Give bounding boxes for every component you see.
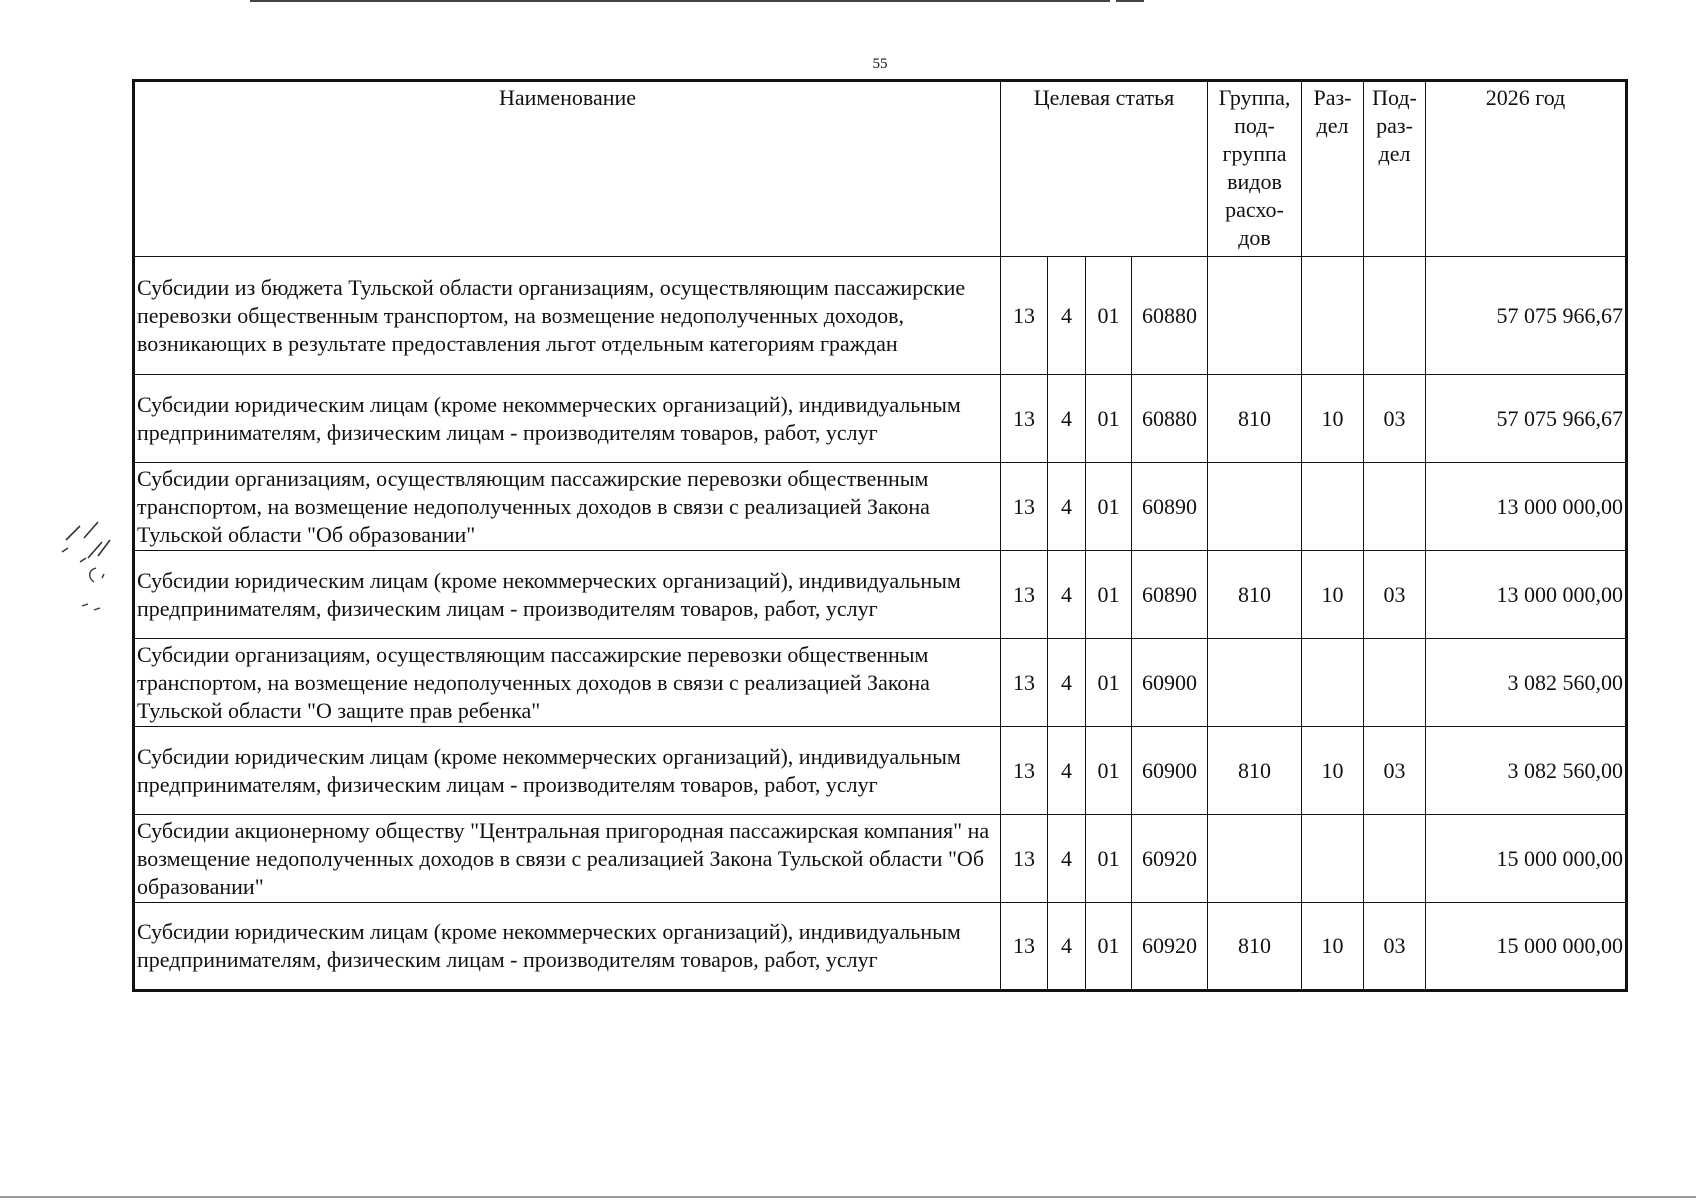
row-code-type: 4: [1048, 375, 1086, 463]
row-expense-group: 810: [1208, 375, 1302, 463]
row-name: Субсидии из бюджета Тульской области организациям, осуществляющим пассажирские перевозки общественным транспортом, на возмещение недополученных доходов, возникающих в результате предоставления льгот отдельным категориям граждан: [134, 257, 1001, 375]
row-code-subprogram: 01: [1086, 463, 1132, 551]
table-row: [134, 375, 1627, 463]
table-row: [134, 551, 1627, 639]
row-section: 10: [1302, 727, 1364, 815]
row-code-program: 13: [1001, 257, 1048, 375]
row-code-subprogram: 01: [1086, 727, 1132, 815]
table-row: [134, 257, 1627, 375]
row-code-type: 4: [1048, 639, 1086, 727]
row-name: Субсидии акционерному обществу "Центральная пригородная пассажирская компания" на возмещение недополученных доходов в связи с реализацией Закона Тульской области "Об образовании": [134, 815, 1001, 903]
row-code-direction: 60890: [1132, 551, 1208, 639]
row-code-direction: 60900: [1132, 727, 1208, 815]
row-code-type: 4: [1048, 257, 1086, 375]
row-amount: 3 082 560,00: [1426, 727, 1627, 815]
row-name: Субсидии юридическим лицам (кроме некоммерческих организаций), индивидуальным предпринимателям, физическим лицам - производителям товаров, работ, услуг: [134, 727, 1001, 815]
row-subsection: 03: [1364, 727, 1426, 815]
row-code-program: 13: [1001, 375, 1048, 463]
row-code-program: 13: [1001, 639, 1048, 727]
table-row: [134, 639, 1627, 727]
row-code-program: 13: [1001, 727, 1048, 815]
row-code-program: 13: [1001, 463, 1048, 551]
row-code-type: 4: [1048, 903, 1086, 991]
budget-table: [132, 79, 1628, 992]
header-subsection: Под- раз- дел: [1364, 81, 1426, 257]
header-year: 2026 год: [1426, 81, 1627, 257]
row-name: Субсидии организациям, осуществляющим пассажирские перевозки общественным транспортом, на возмещение недополученных доходов в связи с реализацией Закона Тульской области "Об образовании": [134, 463, 1001, 551]
row-code-program: 13: [1001, 551, 1048, 639]
row-name: Субсидии юридическим лицам (кроме некоммерческих организаций), индивидуальным предпринимателям, физическим лицам - производителям товаров, работ, услуг: [134, 375, 1001, 463]
row-amount: 57 075 966,67: [1426, 375, 1627, 463]
row-code-subprogram: 01: [1086, 551, 1132, 639]
scan-edge-line: [250, 0, 1110, 2]
scan-edge-mark: [1116, 0, 1144, 2]
row-name: Субсидии юридическим лицам (кроме некоммерческих организаций), индивидуальным предпринимателям, физическим лицам - производителям товаров, работ, услуг: [134, 551, 1001, 639]
row-code-type: 4: [1048, 815, 1086, 903]
row-code-subprogram: 01: [1086, 815, 1132, 903]
row-name: Субсидии организациям, осуществляющим пассажирские перевозки общественным транспортом, на возмещение недополученных доходов в связи с реализацией Закона Тульской области "О защите прав ребенка": [134, 639, 1001, 727]
row-section: [1302, 815, 1364, 903]
row-code-subprogram: 01: [1086, 257, 1132, 375]
row-expense-group: 810: [1208, 551, 1302, 639]
row-section: 10: [1302, 551, 1364, 639]
row-section: 10: [1302, 375, 1364, 463]
page-number: 55: [872, 56, 888, 72]
row-code-program: 13: [1001, 815, 1048, 903]
row-expense-group: [1208, 257, 1302, 375]
row-amount: 13 000 000,00: [1426, 551, 1627, 639]
table-row: [134, 815, 1627, 903]
row-expense-group: 810: [1208, 903, 1302, 991]
row-amount: 3 082 560,00: [1426, 639, 1627, 727]
row-expense-group: [1208, 815, 1302, 903]
table-row: [134, 727, 1627, 815]
row-code-direction: 60920: [1132, 903, 1208, 991]
row-code-direction: 60890: [1132, 463, 1208, 551]
row-expense-group: [1208, 463, 1302, 551]
row-code-subprogram: 01: [1086, 375, 1132, 463]
row-subsection: 03: [1364, 375, 1426, 463]
row-code-subprogram: 01: [1086, 639, 1132, 727]
scan-edge-line: [0, 1196, 1696, 1198]
row-expense-group: [1208, 639, 1302, 727]
row-amount: 57 075 966,67: [1426, 257, 1627, 375]
row-expense-group: 810: [1208, 727, 1302, 815]
row-code-type: 4: [1048, 551, 1086, 639]
header-expense-group: Группа, под- группа видов расхо- дов: [1208, 81, 1302, 257]
row-subsection: 03: [1364, 903, 1426, 991]
row-section: [1302, 463, 1364, 551]
row-subsection: 03: [1364, 551, 1426, 639]
row-code-direction: 60920: [1132, 815, 1208, 903]
row-name: Субсидии юридическим лицам (кроме некоммерческих организаций), индивидуальным предпринимателям, физическим лицам - производителям товаров, работ, услуг: [134, 903, 1001, 991]
row-code-type: 4: [1048, 727, 1086, 815]
row-section: [1302, 639, 1364, 727]
row-amount: 13 000 000,00: [1426, 463, 1627, 551]
row-code-subprogram: 01: [1086, 903, 1132, 991]
row-code-type: 4: [1048, 463, 1086, 551]
handwritten-margin-mark: [58, 518, 118, 628]
row-subsection: [1364, 463, 1426, 551]
row-amount: 15 000 000,00: [1426, 815, 1627, 903]
row-section: 10: [1302, 903, 1364, 991]
row-subsection: [1364, 639, 1426, 727]
table-row: [134, 463, 1627, 551]
row-code-program: 13: [1001, 903, 1048, 991]
row-subsection: [1364, 815, 1426, 903]
table-header-row: [134, 81, 1627, 257]
header-section: Раз- дел: [1302, 81, 1364, 257]
row-code-direction: 60880: [1132, 375, 1208, 463]
header-target-article: Целевая статья: [1001, 81, 1208, 257]
row-code-direction: 60900: [1132, 639, 1208, 727]
header-name: Наименование: [134, 81, 1001, 257]
table-row: [134, 903, 1627, 991]
row-subsection: [1364, 257, 1426, 375]
row-amount: 15 000 000,00: [1426, 903, 1627, 991]
row-code-direction: 60880: [1132, 257, 1208, 375]
row-section: [1302, 257, 1364, 375]
